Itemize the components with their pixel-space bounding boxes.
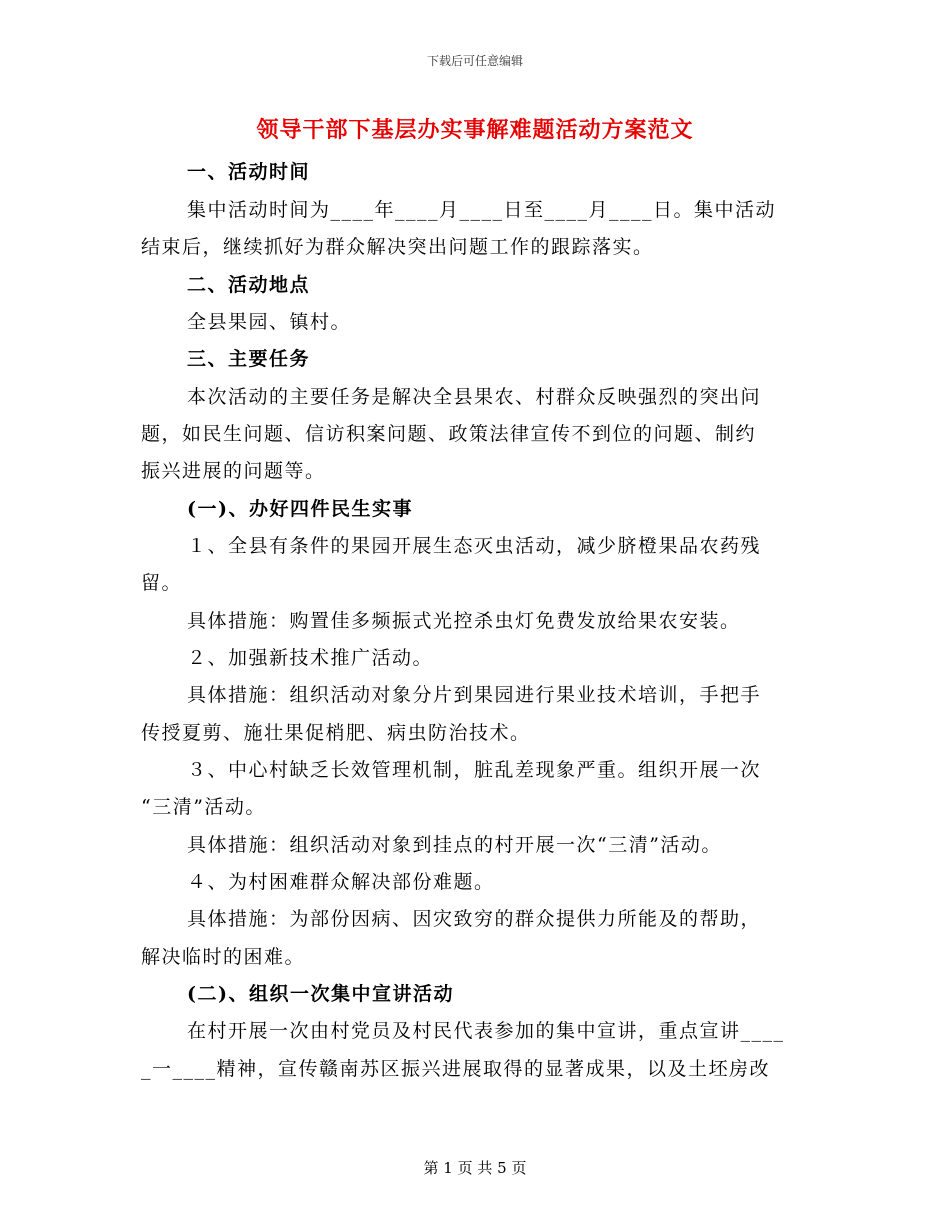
paragraph-line: 具体措施：为部份因病、因灾致穷的群众提供力所能及的帮助，: [187, 908, 762, 930]
paragraph-line: 具体措施：购置佳多频振式光控杀虫灯免费发放给果农安装。: [187, 610, 741, 632]
paragraph-line: １、全县有条件的果园开展生态灭虫活动，减少脐橙果品农药残: [187, 535, 762, 557]
paragraph-line: ３、中心村缺乏长效管理机制，脏乱差现象严重。组织开展一次: [187, 759, 762, 781]
paragraph-line: 具体措施：组织活动对象到挂点的村开展一次“三清”活动。: [187, 834, 722, 856]
paragraph-line: 本次活动的主要任务是解决全县果农、村群众反映强烈的突出问: [187, 386, 762, 408]
paragraph-line: 结束后，继续抓好为群众解决突出问题工作的跟踪落实。: [141, 236, 654, 258]
paragraph-line: ２、加强新技术推广活动。: [187, 647, 434, 669]
page-header: 下载后可任意编辑: [426, 54, 523, 68]
subheading-publicity: (二)、组织一次集中宣讲活动: [187, 983, 454, 1005]
paragraph-line: 解决临时的困难。: [141, 946, 306, 968]
heading-activity-location: 二、活动地点: [187, 274, 311, 296]
paragraph-line: 全县果园、镇村。: [187, 311, 352, 333]
paragraph-line: 在村开展一次由村党员及村民代表参加的集中宣讲，重点宣讲____: [187, 1020, 785, 1042]
paragraph-line: 具体措施：组织活动对象分片到果园进行果业技术培训，手把手: [187, 684, 762, 706]
heading-activity-time: 一、活动时间: [187, 161, 311, 183]
paragraph-line: 振兴进展的问题等。: [141, 460, 326, 482]
paragraph-line: “三清”活动。: [141, 796, 266, 818]
paragraph-line: 留。: [141, 572, 183, 594]
paragraph-line: _一____精神，宣传赣南苏区振兴进展取得的显著成果，以及土坯房改: [141, 1058, 771, 1080]
subheading-livelihood: (一)、办好四件民生实事: [187, 498, 413, 520]
heading-main-tasks: 三、主要任务: [187, 348, 311, 370]
page-footer: 第 1 页 共 5 页: [423, 1159, 527, 1177]
paragraph-line: ４、为村困难群众解决部份难题。: [187, 871, 495, 893]
paragraph-line: 传授夏剪、施壮果促梢肥、病虫防治技术。: [141, 722, 531, 744]
paragraph-line: 题，如民生问题、信访积案问题、政策法律宣传不到位的问题、制约: [141, 423, 757, 445]
document-title: 领导干部下基层办实事解难题活动方案范文: [256, 117, 694, 143]
paragraph-line: 集中活动时间为____年____月____日至____月____日。集中活动: [187, 199, 777, 221]
